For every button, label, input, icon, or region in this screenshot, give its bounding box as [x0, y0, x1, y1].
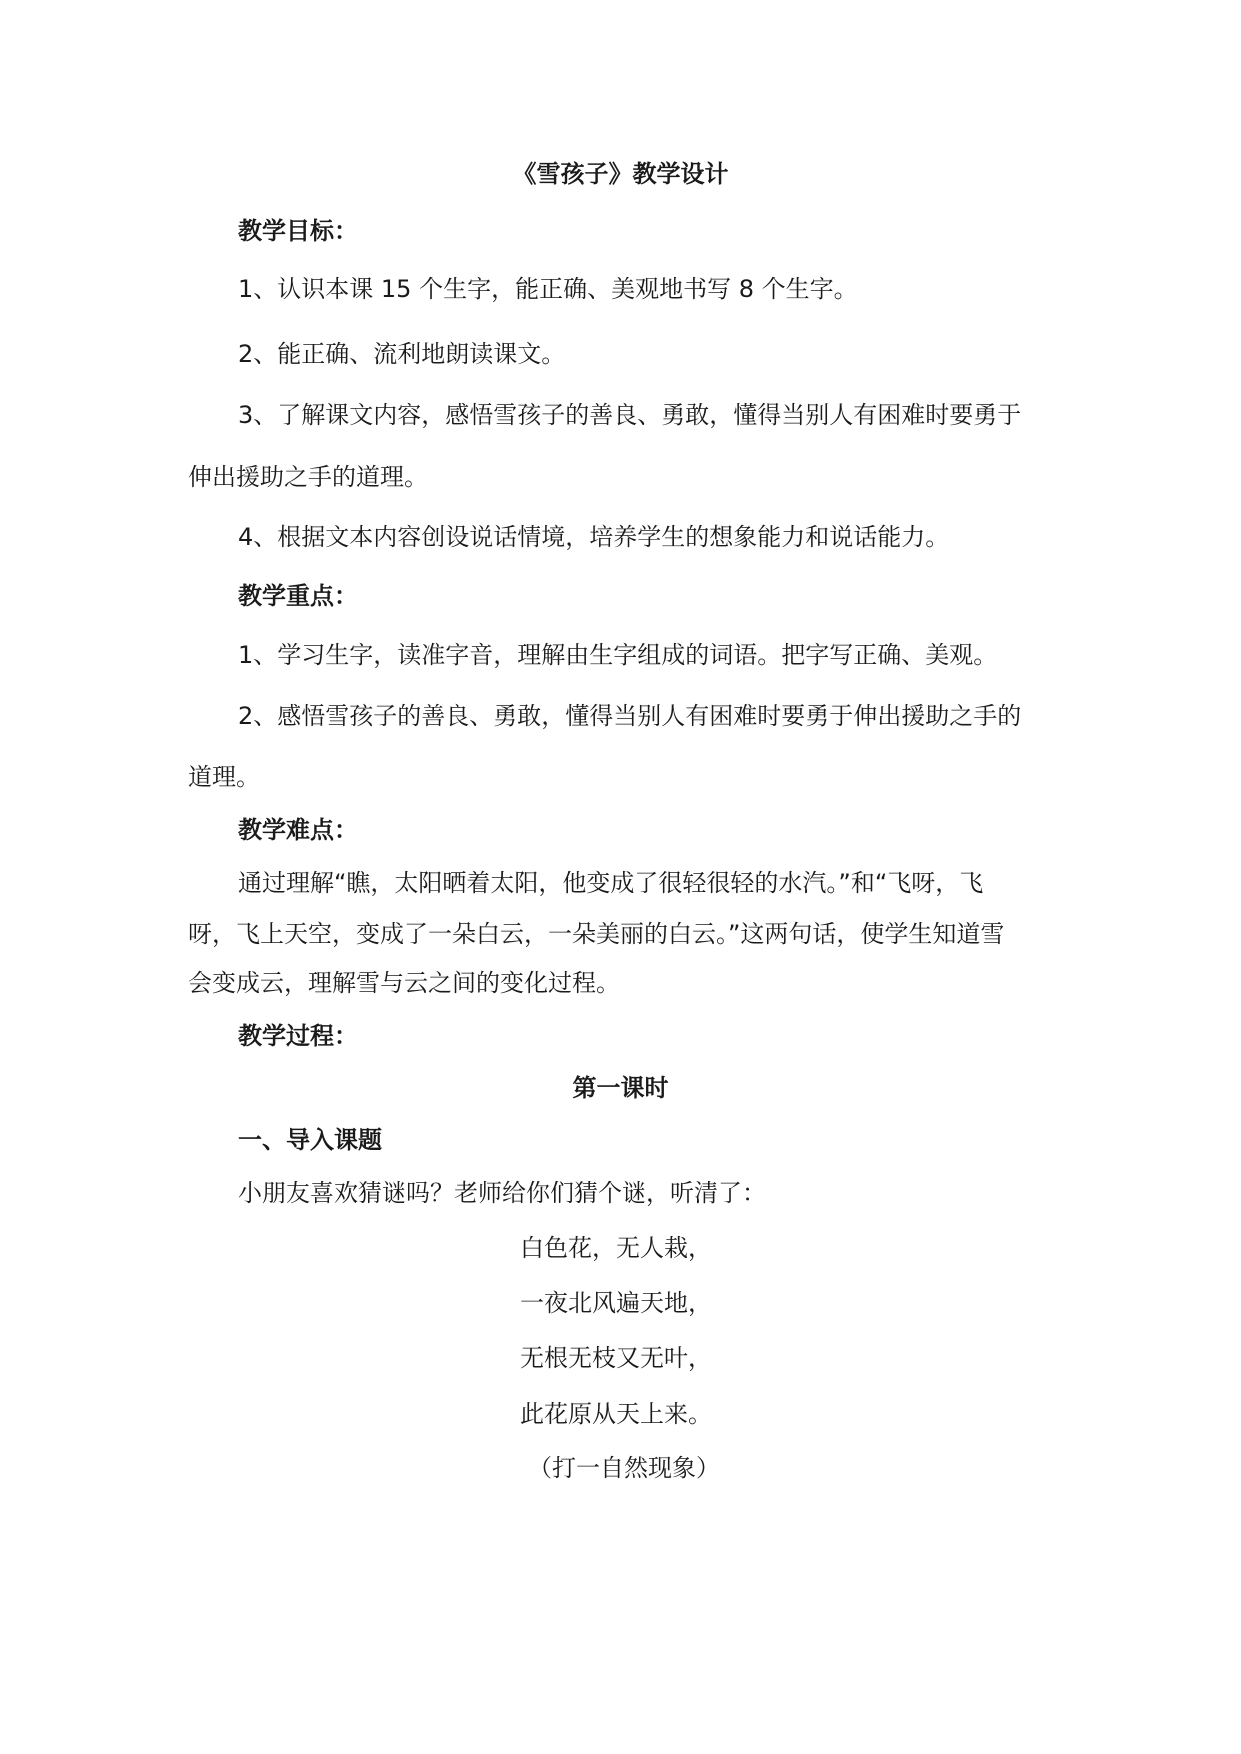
key-point-item-1: 1、学习生字，读准字音，理解由生字组成的词语。把字写正确、美观。	[238, 641, 998, 669]
riddle-line-1: 白色花，无人栽，	[520, 1234, 712, 1262]
difficulties-line-2: 呀，飞上天空，变成了一朵白云，一朵美丽的白云。”这两句话，使学生知道雪	[188, 920, 1005, 948]
document-title: 《雪孩子》教学设计	[512, 160, 729, 188]
riddle-line-3: 无根无枝又无叶，	[520, 1344, 712, 1372]
objective-item-4: 4、根据文本内容创设说话情境，培养学生的想象能力和说话能力。	[238, 523, 950, 551]
objective-item-1: 1、认识本课 15 个生字，能正确、美观地书写 8 个生字。	[238, 275, 858, 303]
section-heading: 一、导入课题	[238, 1126, 382, 1154]
key-point-item-2-line-2: 道理。	[188, 763, 260, 791]
key-point-item-2-line-1: 2、感悟雪孩子的善良、勇敢，懂得当别人有困难时要勇于伸出援助之手的	[238, 702, 1022, 730]
intro-paragraph: 小朋友喜欢猜谜吗？老师给你们猜个谜，听清了：	[238, 1179, 766, 1207]
process-heading: 教学过程：	[238, 1022, 358, 1050]
lesson-heading: 第一课时	[572, 1074, 669, 1102]
objective-item-2: 2、能正确、流利地朗读课文。	[238, 340, 566, 368]
difficulties-line-3: 会变成云，理解雪与云之间的变化过程。	[188, 969, 620, 997]
difficulties-line-1: 通过理解“瞧，太阳晒着太阳，他变成了很轻很轻的水汽。”和“飞呀，飞	[238, 869, 984, 897]
riddle-line-2: 一夜北风遍天地，	[520, 1289, 712, 1317]
objectives-heading: 教学目标：	[238, 217, 358, 245]
objective-item-3-line-1: 3、了解课文内容，感悟雪孩子的善良、勇敢，懂得当别人有困难时要勇于	[238, 401, 1022, 429]
riddle-hint: （打一自然现象）	[528, 1454, 720, 1482]
key-points-heading: 教学重点：	[238, 582, 358, 610]
riddle-line-4: 此花原从天上来。	[520, 1400, 712, 1428]
objective-item-3-line-2: 伸出援助之手的道理。	[188, 463, 428, 491]
difficulties-heading: 教学难点：	[238, 816, 358, 844]
